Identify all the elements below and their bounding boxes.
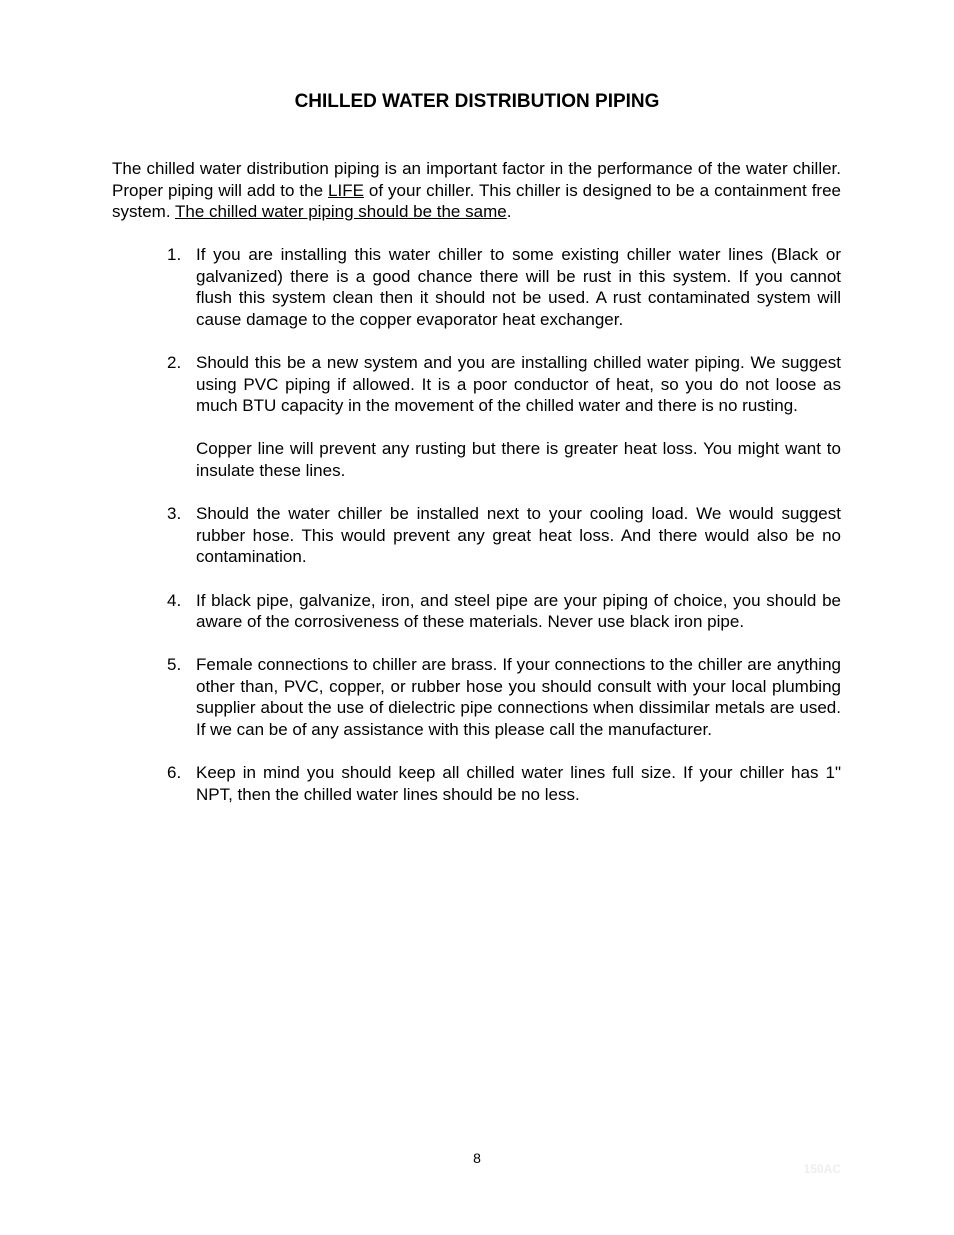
intro-paragraph xyxy=(112,158,841,223)
list-item-number: 1. xyxy=(167,245,182,264)
list-item-number: 2. xyxy=(167,352,182,372)
intro-underlined-sentence: The chilled water piping should be the same xyxy=(174,202,507,222)
page-number: 8 xyxy=(473,1150,481,1166)
list-item-number: 3. xyxy=(167,504,182,524)
list-item xyxy=(112,244,841,330)
list-item-text: Keep in mind you should keep all chilled water lines full size. If your chiller has 1" NPT, then the chilled water lines should be no less. xyxy=(196,763,841,804)
list-item-number: 4. xyxy=(167,590,182,610)
list-item xyxy=(112,654,841,740)
list-item xyxy=(112,590,841,633)
list-item-text: If black pipe, galvanize, iron, and steel pipe are your piping of choice, you should be aware of the corrosiveness of these materials. Never use black iron pipe. xyxy=(196,590,841,632)
list-item-text: Should this be a new system and you are installing chilled water piping. We suggest using PVC piping if allowed. It is a poor conductor of heat, so you do not loose as much BTU capacity in the movement of the chilled water and there is no rusting. xyxy=(196,352,841,416)
page-title: CHILLED WATER DISTRIBUTION PIPING xyxy=(294,91,660,112)
intro-text-1: The chilled water distribution piping is an important factor in the performance of the water chiller. Proper piping will add to the xyxy=(112,159,841,200)
intro-text-2: of your chiller. This chiller is designed to be a containment free system. xyxy=(112,180,841,222)
intro-life-emphasis: LIFE xyxy=(328,180,364,200)
list-item xyxy=(112,352,841,482)
list-item-text: Copper line will prevent any rusting but there is greater heat loss. You might want to insulate these lines. xyxy=(196,439,841,480)
list-item xyxy=(112,503,841,568)
piping-guidelines-list xyxy=(112,244,841,827)
list-item-text: Should the water chiller be installed next to your cooling load. We would suggest rubber hose. This would prevent any great heat loss. And there would also be no contamination. xyxy=(196,504,841,567)
list-item-number: 6. xyxy=(167,763,182,783)
intro-text-3: . xyxy=(506,202,512,222)
list-item-text: Female connections to chiller are brass. If your connections to the chiller are anything other than, PVC, copper, or rubber hose you should consult with your local plumbing supplier about the use of dielectric pipe connections when dissimilar metals are used. If we can be of any assistance with this please call the manufacturer. xyxy=(196,655,841,740)
model-code-watermark: 150AC xyxy=(803,1162,841,1176)
list-item-text: If you are installing this water chiller to some existing chiller water lines (Black or galvanized) there is a good chance there will be rust in this system. If you cannot flush this system clean then it should not be used. A rust contaminated system will cause damage to the copper evaporator heat exchanger. xyxy=(196,245,841,329)
list-item-number: 5. xyxy=(167,655,182,675)
list-item xyxy=(112,762,841,805)
